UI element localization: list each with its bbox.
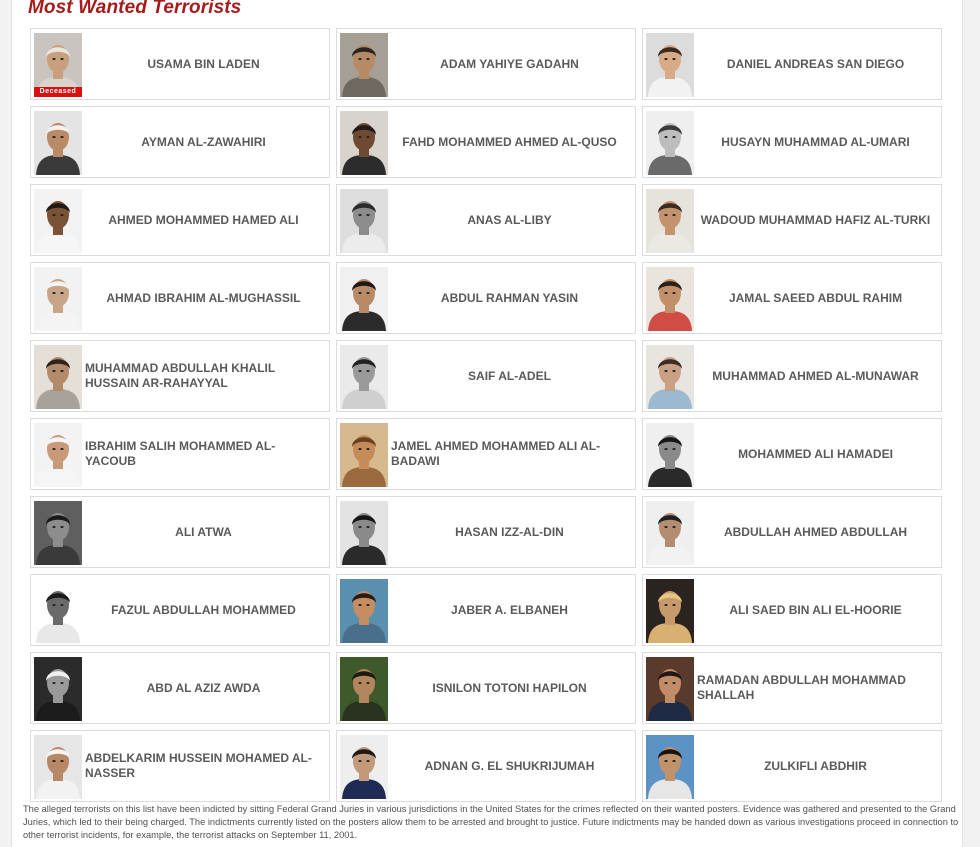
suspect-name-link[interactable]: ABD AL AZIZ AWDA (146, 680, 261, 695)
wanted-card[interactable] (30, 574, 330, 646)
portrait-icon (34, 345, 82, 409)
suspect-name-link[interactable]: ISNILON TOTONI HAPILON (432, 680, 587, 695)
suspect-name-link[interactable]: AHMAD IBRAHIM AL-MUGHASSIL (106, 290, 301, 305)
suspect-name-link[interactable]: SAIF AL-ADEL (468, 368, 551, 383)
portrait-icon (646, 501, 694, 565)
suspect-photo[interactable] (646, 111, 694, 175)
suspect-photo[interactable] (340, 501, 388, 565)
suspect-photo[interactable] (340, 33, 388, 97)
wanted-card[interactable] (642, 652, 942, 724)
wanted-card[interactable] (30, 730, 330, 802)
suspect-name-link[interactable]: DANIEL ANDREAS SAN DIEGO (726, 56, 905, 71)
wanted-card[interactable] (336, 184, 636, 256)
suspect-name-link[interactable]: HASAN IZZ-AL-DIN (455, 524, 564, 539)
wanted-card[interactable] (642, 184, 942, 256)
wanted-card[interactable] (30, 496, 330, 568)
suspect-name-link[interactable]: ABDELKARIM HUSSEIN MOHAMED AL-NASSER (85, 751, 312, 780)
suspect-photo[interactable] (646, 579, 694, 643)
suspect-photo[interactable] (34, 111, 82, 175)
suspect-photo[interactable] (646, 735, 694, 799)
suspect-name-link[interactable]: ALI ATWA (175, 524, 232, 539)
portrait-icon (34, 111, 82, 175)
wanted-card[interactable] (336, 340, 636, 412)
portrait-icon (34, 735, 82, 799)
suspect-photo[interactable] (34, 657, 82, 721)
wanted-card[interactable] (30, 652, 330, 724)
indictment-footnote: The alleged terrorists on this list have been indicted by sitting Federal Grand Juries in various jurisdictions in the United States for the crimes reflected on their wanted posters. Evidence was gathered and presented to the Grand Juries, which led to their being charged. The indictments currently listed on the posters allow them to be arrested and brought to justice. Future indictments may be handed down as various investigations proceed in connection to other terrorist incidents, for example, the terrorist attacks on September 11, 2001. (23, 804, 959, 840)
portrait-icon (340, 735, 388, 799)
portrait-icon (34, 657, 82, 721)
suspect-name-link[interactable]: WADOUD MUHAMMAD HAFIZ AL-TURKI (700, 212, 931, 227)
suspect-photo[interactable] (340, 189, 388, 253)
portrait-icon (34, 267, 82, 331)
portrait-icon (340, 657, 388, 721)
suspect-photo[interactable] (646, 423, 694, 487)
portrait-icon (646, 735, 694, 799)
wanted-card[interactable] (642, 106, 942, 178)
wanted-card[interactable] (30, 262, 330, 334)
deceased-badge: Deceased (34, 87, 82, 97)
suspect-name-link[interactable]: USAMA BIN LADEN (147, 56, 260, 71)
page-title: Most Wanted Terrorists (28, 0, 242, 18)
suspect-name-link[interactable]: AHMED MOHAMMED HAMED ALI (108, 212, 299, 227)
wanted-card[interactable] (642, 496, 942, 568)
suspect-photo[interactable] (340, 657, 388, 721)
suspect-name-link[interactable]: JAMEL AHMED MOHAMMED ALI AL-BADAWI (391, 439, 601, 468)
wanted-card[interactable] (642, 730, 942, 802)
suspect-name-link[interactable]: JAMAL SAEED ABDUL RAHIM (728, 290, 903, 305)
suspect-photo[interactable] (34, 33, 82, 97)
wanted-card[interactable] (30, 106, 330, 178)
wanted-card[interactable] (642, 28, 942, 100)
portrait-icon (340, 501, 388, 565)
suspect-name-link[interactable]: FAHD MOHAMMED AHMED AL-QUSO (402, 134, 617, 149)
wanted-card[interactable] (642, 340, 942, 412)
wanted-card[interactable] (336, 28, 636, 100)
wanted-card[interactable] (30, 340, 330, 412)
suspect-name-link[interactable]: ABDULLAH AHMED ABDULLAH (723, 524, 908, 539)
wanted-card[interactable] (336, 652, 636, 724)
suspect-photo[interactable] (34, 267, 82, 331)
portrait-icon (34, 189, 82, 253)
portrait-icon (340, 345, 388, 409)
wanted-card[interactable] (336, 262, 636, 334)
portrait-icon (646, 657, 694, 721)
suspect-name-link[interactable]: MOHAMMED ALI HAMADEI (738, 446, 893, 461)
suspect-photo[interactable] (34, 189, 82, 253)
suspect-name-link[interactable]: ZULKIFLI ABDHIR (764, 758, 867, 773)
portrait-icon (340, 267, 388, 331)
suspect-photo[interactable] (646, 501, 694, 565)
wanted-card[interactable] (642, 574, 942, 646)
portrait-icon (646, 579, 694, 643)
suspect-photo[interactable] (34, 735, 82, 799)
portrait-icon (340, 189, 388, 253)
portrait-icon (340, 423, 388, 487)
wanted-card[interactable] (336, 106, 636, 178)
portrait-icon (646, 345, 694, 409)
suspect-name-link[interactable]: ADAM YAHIYE GADAHN (440, 56, 579, 71)
suspect-photo[interactable] (34, 579, 82, 643)
suspect-photo[interactable] (34, 501, 82, 565)
suspect-photo[interactable] (340, 735, 388, 799)
wanted-card[interactable] (30, 418, 330, 490)
wanted-card[interactable] (336, 574, 636, 646)
suspect-name-link[interactable]: ANAS AL-LIBY (467, 212, 552, 227)
wanted-card[interactable] (336, 730, 636, 802)
portrait-icon (646, 33, 694, 97)
portrait-icon (646, 111, 694, 175)
wanted-grid (30, 28, 942, 802)
suspect-photo[interactable] (340, 345, 388, 409)
suspect-photo[interactable] (646, 267, 694, 331)
wanted-card[interactable] (30, 28, 330, 100)
portrait-icon (34, 501, 82, 565)
suspect-name-link[interactable]: MUHAMMAD AHMED AL-MUNAWAR (712, 368, 919, 383)
suspect-photo[interactable] (646, 345, 694, 409)
suspect-photo[interactable] (646, 189, 694, 253)
suspect-name-link[interactable]: ABDUL RAHMAN YASIN (440, 290, 579, 305)
wanted-card[interactable] (336, 418, 636, 490)
suspect-photo[interactable] (340, 267, 388, 331)
suspect-name-link[interactable]: JABER A. ELBANEH (451, 602, 568, 617)
portrait-icon (340, 33, 388, 97)
wanted-card[interactable] (642, 418, 942, 490)
suspect-photo[interactable] (340, 579, 388, 643)
suspect-photo[interactable] (646, 33, 694, 97)
wanted-card[interactable] (642, 262, 942, 334)
suspect-photo[interactable] (34, 423, 82, 487)
portrait-icon (646, 423, 694, 487)
portrait-icon (34, 423, 82, 487)
wanted-card[interactable] (336, 496, 636, 568)
portrait-icon (34, 579, 82, 643)
portrait-icon (340, 579, 388, 643)
suspect-name-link[interactable]: HUSAYN MUHAMMAD AL-UMARI (721, 134, 910, 149)
portrait-icon (646, 189, 694, 253)
portrait-icon (646, 267, 694, 331)
suspect-name-link[interactable]: MUHAMMAD ABDULLAH KHALIL HUSSAIN AR-RAHAYYAL (85, 361, 275, 390)
suspect-name-link[interactable]: FAZUL ABDULLAH MOHAMMED (111, 602, 296, 617)
portrait-icon (340, 111, 388, 175)
suspect-name-link[interactable]: ADNAN G. EL SHUKRIJUMAH (424, 758, 595, 773)
suspect-photo[interactable] (340, 111, 388, 175)
suspect-name-link[interactable]: ALI SAED BIN ALI EL-HOORIE (729, 602, 902, 617)
suspect-name-link[interactable]: IBRAHIM SALIH MOHAMMED AL-YACOUB (85, 439, 276, 468)
suspect-name-link[interactable]: RAMADAN ABDULLAH MOHAMMAD SHALLAH (697, 673, 906, 702)
suspect-photo[interactable] (646, 657, 694, 721)
wanted-card[interactable] (30, 184, 330, 256)
suspect-photo[interactable] (34, 345, 82, 409)
suspect-name-link[interactable]: AYMAN AL-ZAWAHIRI (141, 134, 266, 149)
suspect-photo[interactable] (340, 423, 388, 487)
